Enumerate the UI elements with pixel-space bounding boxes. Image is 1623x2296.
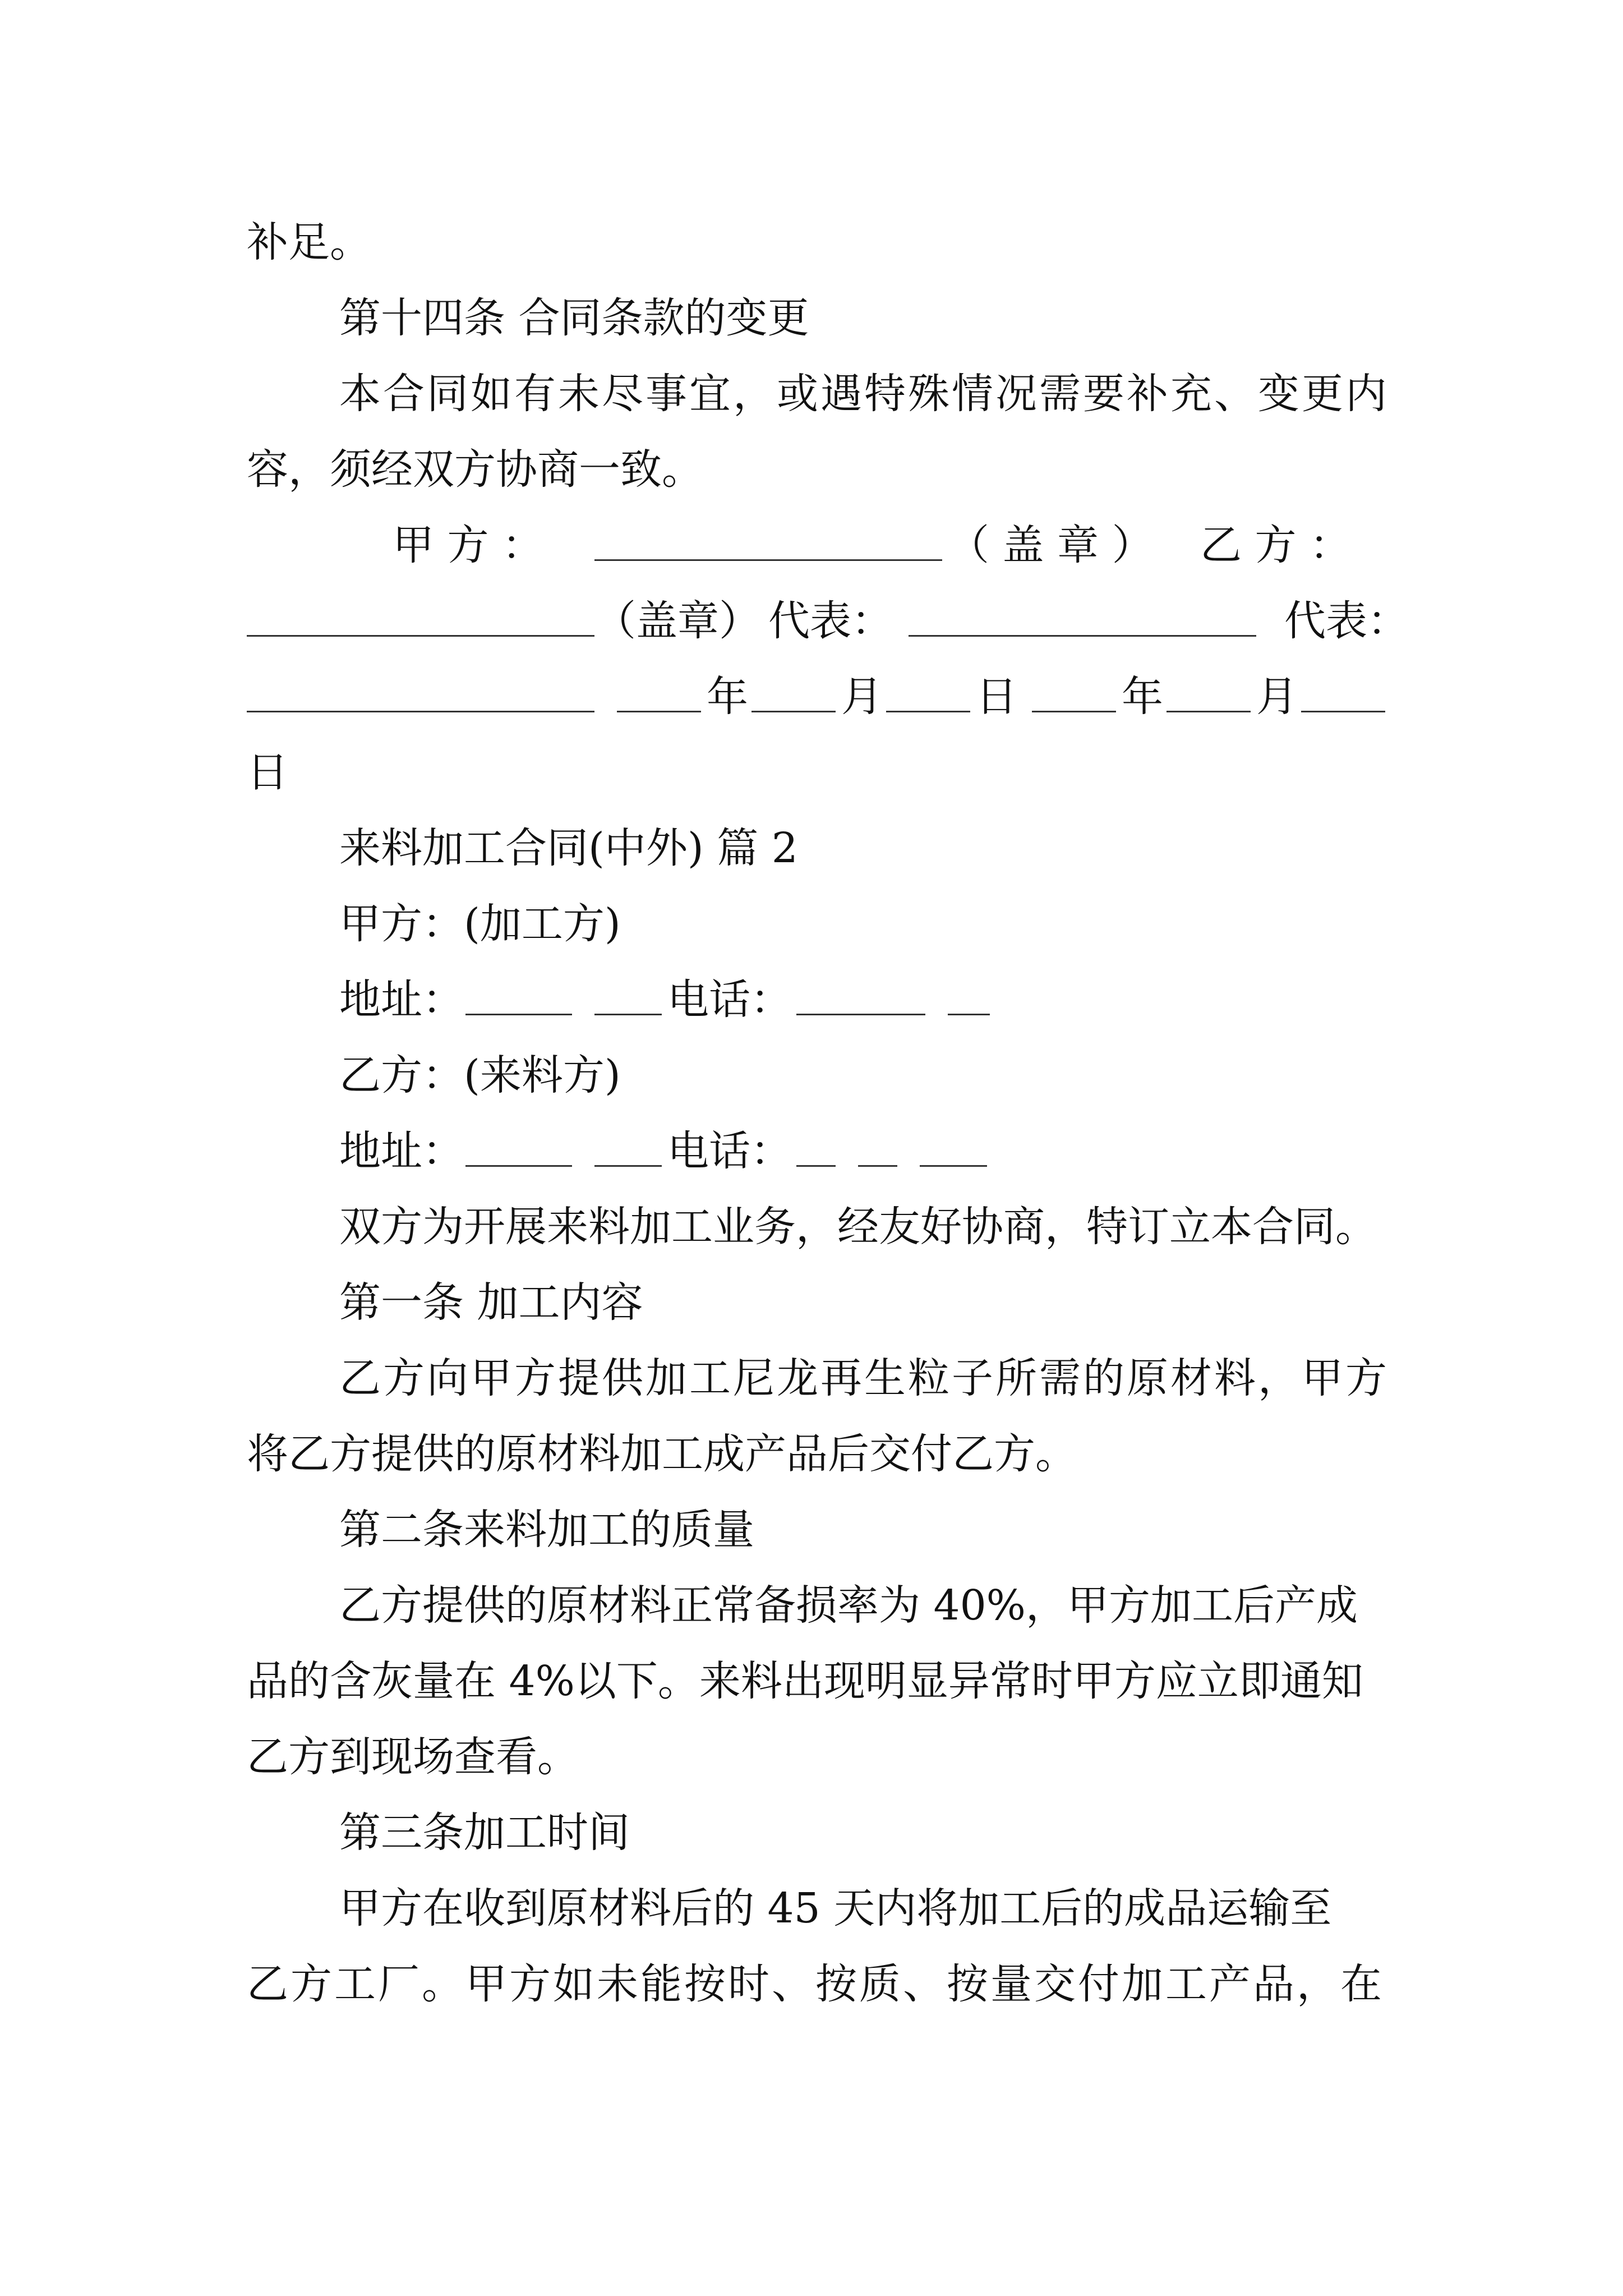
date-blank — [1032, 676, 1116, 719]
text-line: 乙方到现场查看。 — [247, 1733, 579, 1781]
address-blank — [465, 979, 572, 1022]
phone-label: 电话： — [667, 976, 792, 1024]
address-blank — [594, 1130, 662, 1174]
date-month-label: 月 — [841, 673, 883, 721]
party-b-line: 乙方：(来料方) — [339, 1051, 621, 1099]
signature-blank — [594, 524, 942, 568]
party-a-line: 甲方：(加工方) — [339, 900, 621, 948]
text-line: 乙方提供的原材料正常备损率为 40%，甲方加工后产成 — [339, 1581, 1358, 1630]
text-line: 容，须经双方协商一致。 — [247, 445, 703, 494]
article-heading: 第十四条 合同条款的变更 — [339, 294, 809, 342]
signature-blank — [247, 600, 594, 643]
seal-label: （盖章） — [594, 597, 760, 645]
date-blank — [1166, 676, 1251, 719]
address-blank — [465, 1130, 572, 1174]
party-a-label: 甲 方 ： — [393, 521, 544, 569]
text-line: 品的含灰量在 4%以下。来料出现明显异常时甲方应立即通知 — [247, 1657, 1363, 1705]
address-label: 地址： — [339, 1127, 464, 1175]
text-line: 甲方在收到原材料后的 45 天内将加工后的成品运输至 — [339, 1884, 1332, 1932]
article-heading: 第一条 加工内容 — [339, 1278, 643, 1327]
text-line: 将乙方提供的原材料加工成产品后交付乙方。 — [247, 1430, 1077, 1478]
text-line: 补足。 — [247, 218, 371, 266]
phone-label: 电话： — [667, 1127, 792, 1175]
date-blank — [751, 676, 836, 719]
text-line: 双方为开展来料加工业务，经友好协商，特订立本合同。 — [339, 1203, 1377, 1251]
date-year-label: 年 — [707, 673, 748, 721]
date-blank — [1301, 676, 1385, 719]
date-day-label: 日 — [247, 748, 288, 797]
phone-blank — [920, 1130, 987, 1174]
phone-blank — [858, 1130, 897, 1174]
contract-title: 来料加工合同(中外) 篇 2 — [339, 824, 798, 872]
date-day-label: 日 — [976, 673, 1017, 721]
text-line: 本合同如有未尽事宜，或遇特殊情况需要补充、变更内 — [339, 370, 1389, 418]
signature-blank — [247, 676, 594, 719]
address-blank — [594, 979, 662, 1022]
text-line: 乙方工厂。甲方如未能按时、按质、按量交付加工产品，在 — [247, 1960, 1384, 2008]
phone-blank — [796, 979, 925, 1022]
party-b-label: 乙 方 ： — [1200, 521, 1352, 569]
phone-blank — [796, 1130, 836, 1174]
article-heading: 第二条来料加工的质量 — [339, 1506, 754, 1554]
text-line: 乙方向甲方提供加工尼龙再生粒子所需的原材料，甲方 — [339, 1354, 1389, 1402]
representative-label: 代表： — [768, 597, 893, 645]
article-heading: 第三条加工时间 — [339, 1809, 630, 1857]
representative-label: 代表： — [1284, 597, 1409, 645]
seal-label: （ 盖 章 ） — [948, 521, 1154, 569]
signature-blank — [909, 600, 1256, 643]
date-month-label: 月 — [1256, 673, 1298, 721]
date-blank — [886, 676, 970, 719]
address-label: 地址： — [339, 976, 464, 1024]
phone-blank — [948, 979, 990, 1022]
date-year-label: 年 — [1122, 673, 1163, 721]
date-blank — [617, 676, 701, 719]
